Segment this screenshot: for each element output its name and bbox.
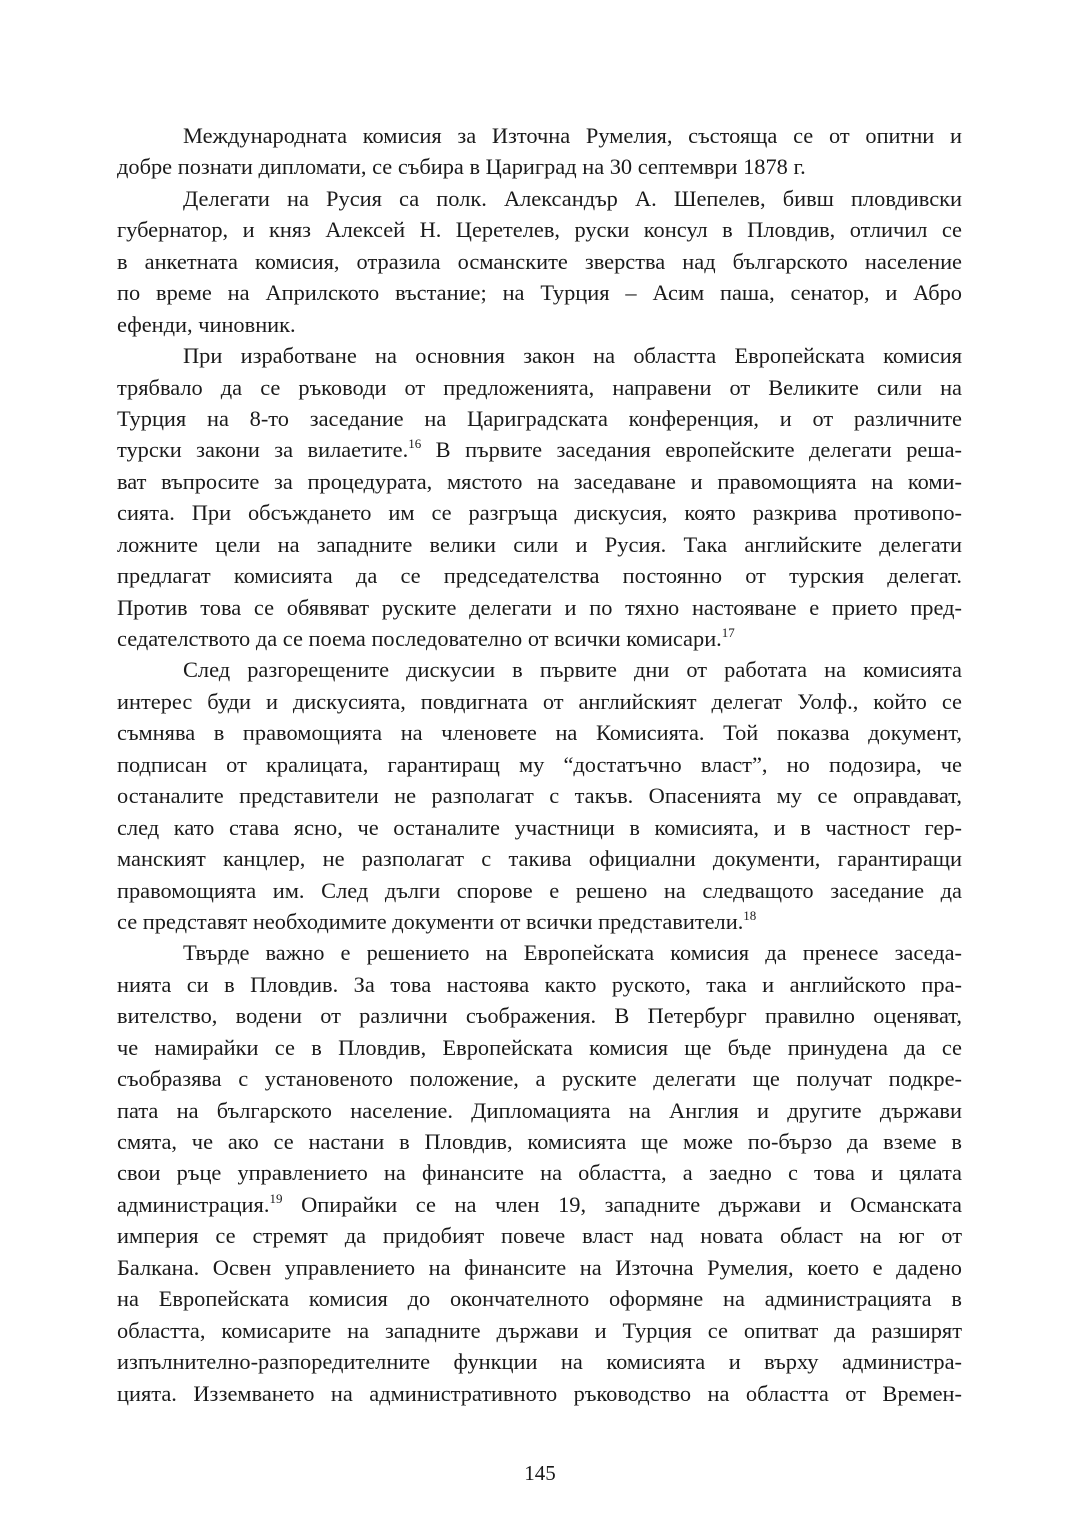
line-text: добре познати дипломати, се събира в Цариград на 30 септември 1878 г. <box>117 154 806 180</box>
text-line <box>117 246 962 277</box>
line-text: изпълнително-разпоредителните функции на комисията и върху администра- <box>117 1349 962 1375</box>
line-text: империя се стремят да придобият повече власт над новата област на юг от <box>117 1223 962 1249</box>
text-line <box>117 1157 962 1188</box>
line-text: предлагат комисията да се председателства постоянно от турския делегат. <box>117 563 962 589</box>
text-line <box>117 1032 962 1063</box>
line-text: Балкана. Освен управлението на финансите на Източна Румелия, което е дадено <box>117 1254 962 1280</box>
line-text: седателството да се поема последователно от всички комисари. <box>117 626 722 651</box>
line-text: че намирайки се в Пловдив, Европейската комисия ще бъде принудена да се <box>117 1034 962 1060</box>
text-line <box>117 1252 962 1283</box>
line-text: нията си в Пловдив. За това настоява както руското, така и английското пра- <box>117 971 962 997</box>
line-text: правомощията им. След дълги спорове е решено на следващото заседание да <box>117 877 962 903</box>
line-text: областта, комисарите на западните държави и Турция се опитват да разширят <box>117 1317 962 1343</box>
line-text: манският канцлер, не разполагат с такива официални документи, гарантиращи <box>117 846 962 872</box>
text-line <box>117 1220 962 1251</box>
line-text: пата на българското население. Дипломацията на Англия и другите държави <box>117 1097 962 1123</box>
line-text: подписан от кралицата, гарантиращ му “достатъчно власт”, но подозира, че <box>117 751 962 777</box>
text-line <box>117 277 962 308</box>
text-line <box>117 214 962 245</box>
text-line <box>117 183 962 214</box>
text-line <box>117 403 962 434</box>
line-text: в анкетната комисия, отразила османските зверства над българското население <box>117 248 962 274</box>
text-line <box>117 843 962 874</box>
text-line <box>117 812 962 843</box>
text-line <box>117 151 962 182</box>
line-text: вителство, водени от различни съображения. В Петербург правилно оценяват, <box>117 1003 962 1029</box>
line-text-continuation: Опирайки се на член 19, западните държави и Османската <box>282 1191 962 1217</box>
text-line <box>117 1126 962 1157</box>
line-text: по време на Априлското въстание; на Турция – Асим паша, сенатор, и Абро <box>117 280 962 306</box>
page-number: 145 <box>524 1461 556 1485</box>
text-line <box>117 592 962 623</box>
text-line <box>117 937 962 968</box>
line-text: турски закони за вилаетите. <box>117 437 409 463</box>
line-text: след като става ясно, че останалите участници в комисията, и в частност гер- <box>117 814 962 840</box>
line-text: трябвало да се ръководи от предложенията, направени от Великите сили на <box>117 374 962 400</box>
text-line <box>117 466 962 497</box>
line-text: цията. Изземването на административното ръководство на областта от Времен- <box>117 1380 962 1406</box>
text-line <box>117 969 962 1000</box>
line-text: администрация. <box>117 1191 270 1217</box>
text-line <box>117 340 962 371</box>
text-line <box>117 780 962 811</box>
line-text: съмнява в правомощията на членовете на Комисията. Той показва документ, <box>117 720 962 746</box>
text-line <box>117 1346 962 1377</box>
text-line <box>117 623 962 654</box>
text-line <box>117 497 962 528</box>
line-text: ложните цели на западните велики сили и Русия. Така английските делегати <box>117 531 962 557</box>
body-text <box>117 120 962 1409</box>
text-line <box>117 686 962 717</box>
line-text: губернатор, и княз Алексей Н. Церетелев, руски консул в Пловдив, отличил се <box>117 217 962 243</box>
text-line <box>117 875 962 906</box>
line-text: се представят необходимите документи от всички представители. <box>117 908 744 934</box>
line-text: сията. При обсъждането им се разгръща дискусия, която разкрива противопо- <box>117 500 962 526</box>
footnote-marker: 16 <box>408 436 422 452</box>
line-text: Турция на 8-то заседание на Цариградската конференция, и от различните <box>117 405 962 431</box>
line-text: ват въпросите за процедурата, мястото на заседаване и правомощията на коми- <box>117 468 962 494</box>
line-text: Международната комисия за Източна Румелия, състояща се от опитни и <box>183 123 962 148</box>
text-line <box>117 1063 962 1094</box>
text-line <box>117 654 962 685</box>
text-line <box>117 1095 962 1126</box>
text-line <box>117 529 962 560</box>
text-line <box>117 372 962 403</box>
line-text: смята, че ако се настани в Пловдив, комисията ще може по-бързо да вземе в <box>117 1129 962 1154</box>
footnote-marker: 17 <box>721 625 735 640</box>
line-text: ефенди, чиновник. <box>117 311 296 337</box>
text-line <box>117 560 962 591</box>
line-text-continuation: В първите заседания европейските делегати реша- <box>421 437 962 463</box>
footnote-marker: 18 <box>743 907 757 923</box>
line-text: Делегати на Русия са полк. Александър А. Шепелев, бивш пловдивски <box>183 185 962 211</box>
text-line <box>117 1315 962 1346</box>
text-line <box>117 717 962 748</box>
footnote-marker: 19 <box>269 1190 283 1206</box>
text-line <box>117 906 962 937</box>
text-line <box>117 309 962 340</box>
line-text: на Европейската комисия до окончателното оформяне на администрацията в <box>117 1286 962 1312</box>
text-line <box>117 1378 962 1409</box>
line-text: След разгорещените дискусии в първите дни от работата на комисията <box>183 657 962 683</box>
text-line <box>117 1000 962 1031</box>
line-text: съобразява с установеното положение, а руските делегати ще получат подкре- <box>117 1066 962 1092</box>
line-text: останалите представители не разполагат с такъв. Опасенията му се оправдават, <box>117 783 962 809</box>
text-line <box>117 749 962 780</box>
line-text: Твърде важно е решението на Европейската комисия да пренесе заседа- <box>183 940 962 966</box>
line-text: интерес буди и дискусията, повдигната от английският делегат Уолф., който се <box>117 688 962 714</box>
text-line <box>117 434 962 465</box>
text-line <box>117 120 962 151</box>
line-text: Против това се обявяват руските делегати и по тяхно настояване е прието пред- <box>117 594 962 620</box>
text-line <box>117 1189 962 1220</box>
line-text: При изработване на основния закон на областта Европейската комисия <box>183 343 962 369</box>
line-text: свои ръце управлението на финансите на областта, а заедно с това и цялата <box>117 1160 962 1186</box>
text-line <box>117 1283 962 1314</box>
